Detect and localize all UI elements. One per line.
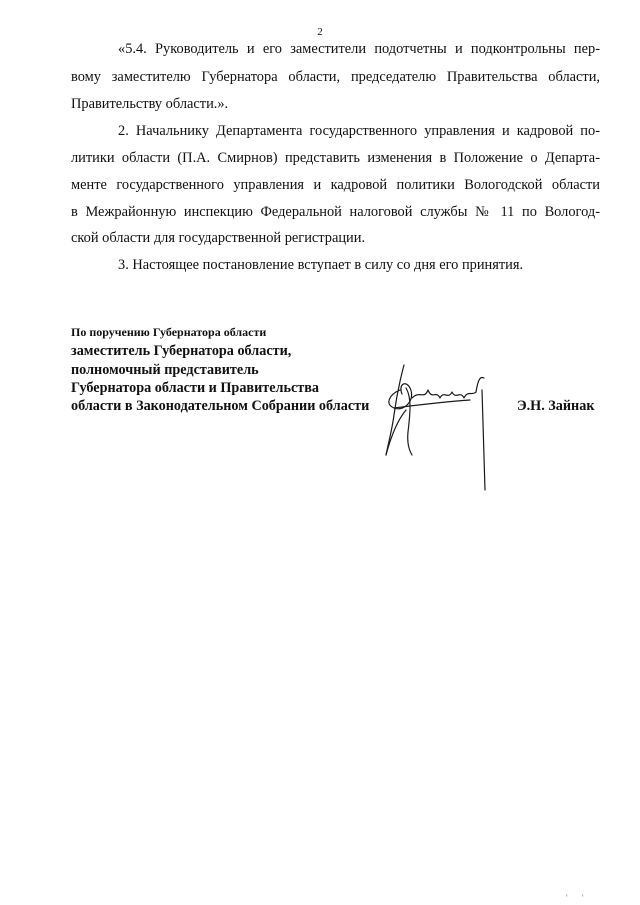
- paragraph-5-4-line-1: «5.4. Руководитель и его заместители подотчетны и подконтрольны пер-: [118, 41, 600, 57]
- signer-name: Э.Н. Зайнак: [517, 398, 595, 414]
- paragraph-2-line-2: литики области (П.А. Смирнов) представить изменения в Положение о Департа-: [71, 150, 600, 166]
- page-number: 2: [317, 26, 323, 38]
- handwritten-signature: [370, 360, 500, 495]
- paragraph-2-line-1: 2. Начальнику Департамента государственного управления и кадровой по-: [118, 123, 600, 139]
- signature-line-on-behalf: По поручению Губернатора области: [71, 325, 267, 339]
- paragraph-5-4-line-2: вому заместителю Губернатора области, председателю Правительства области,: [71, 69, 600, 85]
- paragraph-3-line-1: 3. Настоящее постановление вступает в силу со дня его принятия.: [118, 257, 524, 273]
- paragraph-2-line-4: в Межрайонную инспекцию Федеральной налоговой службы № 11 по Вологод-: [71, 204, 600, 220]
- signature-line-assembly: области в Законодательном Собрании области: [71, 398, 370, 414]
- signature-line-representative: полномочный представитель: [71, 362, 259, 378]
- corner-marks: ' ': [566, 893, 590, 903]
- paragraph-2-line-3: менте государственного управления и кадровой политики Вологодской области: [71, 177, 600, 193]
- paragraph-5-4-line-3: Правительству области.».: [71, 96, 229, 112]
- signature-line-position: заместитель Губернатора области,: [71, 343, 292, 359]
- paragraph-2-line-5: ской области для государственной регистрации.: [71, 230, 366, 246]
- signature-line-governor: Губернатора области и Правительства: [71, 380, 319, 396]
